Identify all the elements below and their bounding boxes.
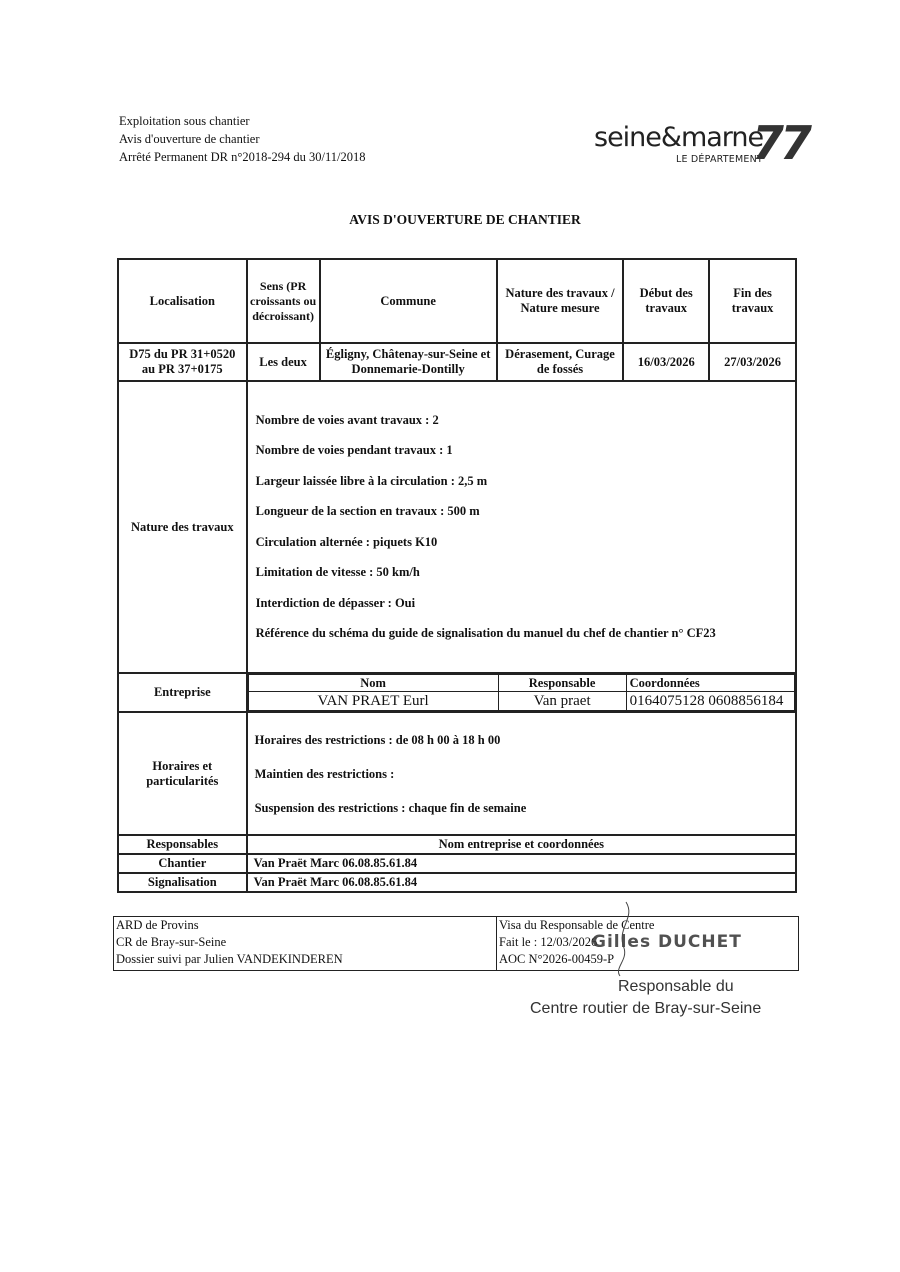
stamp-line-1: Responsable du — [618, 978, 734, 995]
responsables-header: Nom entreprise et coordonnées — [247, 835, 796, 854]
header-localisation: Localisation — [118, 259, 247, 343]
signature-scribble — [596, 898, 646, 978]
signalisation-label: Signalisation — [118, 873, 247, 892]
table-row — [118, 343, 796, 381]
footer-ard: ARD de Provins — [116, 918, 199, 932]
nature-line: Interdiction de dépasser : Oui — [255, 595, 416, 610]
footer-date: Fait le : 12/03/2026 — [499, 935, 598, 949]
document-header — [119, 112, 366, 166]
horaires-line: Maintien des restrictions : — [254, 766, 395, 781]
header-sens: Sens (PR croissants ou décroissant) — [247, 259, 320, 343]
nature-line: Référence du schéma du guide de signalisation du manuel du chef de chantier n° CF23 — [255, 626, 716, 641]
header-debut: Début des travaux — [623, 259, 709, 343]
row-fin: 27/03/2026 — [709, 343, 796, 381]
nature-label: Nature des travaux — [118, 381, 247, 673]
header-line-3: Arrêté Permanent DR n°2018-294 du 30/11/2018 — [119, 150, 366, 164]
responsables-row — [118, 835, 796, 854]
entreprise-responsable: Van praet — [498, 692, 626, 711]
table-header-row — [118, 259, 796, 343]
nature-line: Largeur laissée libre à la circulation : 2,5 m — [255, 473, 488, 488]
stamp-signature-block — [530, 976, 761, 1020]
entreprise-col-coordonnees: Coordonnées — [626, 675, 794, 692]
chantier-value: Van Praët Marc 06.08.85.61.84 — [247, 854, 796, 873]
stamp-name: Gilles DUCHET — [592, 932, 742, 952]
entreprise-coordonnees: 0164075128 0608856184 — [626, 692, 794, 711]
nature-line: Longueur de la section en travaux : 500 m — [255, 504, 480, 519]
horaires-details — [247, 712, 796, 835]
row-sens: Les deux — [247, 343, 320, 381]
footer-aoc: AOC N°2026-00459-P — [499, 952, 615, 966]
nature-row — [118, 381, 796, 673]
page-title: AVIS D'OUVERTURE DE CHANTIER — [349, 212, 581, 227]
stamp-line-2: Centre routier de Bray-sur-Seine — [530, 1000, 762, 1017]
entreprise-row — [118, 673, 796, 712]
nature-line: Nombre de voies avant travaux : 2 — [255, 412, 439, 427]
nature-line: Limitation de vitesse : 50 km/h — [255, 565, 420, 580]
row-localisation: D75 du PR 31+0520 au PR 37+0175 — [118, 343, 247, 381]
header-line-2: Avis d'ouverture de chantier — [119, 132, 260, 146]
footer-visa: Visa du Responsable de Centre — [499, 918, 655, 932]
footer-dossier: Dossier suivi par Julien VANDEKINDEREN — [116, 952, 343, 966]
signalisation-row — [118, 873, 796, 892]
row-nature: Dérasement, Curage de fossés — [497, 343, 624, 381]
nature-line: Nombre de voies pendant travaux : 1 — [255, 443, 453, 458]
footer-cr: CR de Bray-sur-Seine — [116, 935, 227, 949]
row-commune: Égligny, Châtenay-sur-Seine et Donnemarie-Dontilly — [320, 343, 497, 381]
nature-details — [247, 381, 796, 673]
header-fin: Fin des travaux — [709, 259, 796, 343]
header-commune: Commune — [320, 259, 497, 343]
horaires-row — [118, 712, 796, 835]
signalisation-value: Van Praët Marc 06.08.85.61.84 — [247, 873, 796, 892]
entreprise-col-responsable: Responsable — [498, 675, 626, 692]
responsables-label: Responsables — [118, 835, 247, 854]
horaires-label: Horaires et particularités — [118, 712, 247, 835]
entreprise-table — [248, 674, 795, 711]
chantier-label: Chantier — [118, 854, 247, 873]
department-logo — [594, 116, 809, 170]
entreprise-nom: VAN PRAET Eurl — [248, 692, 498, 711]
chantier-row — [118, 854, 796, 873]
works-table — [117, 258, 797, 893]
horaires-line: Suspension des restrictions : chaque fin de semaine — [254, 800, 527, 815]
header-line-1: Exploitation sous chantier — [119, 114, 250, 128]
horaires-line: Horaires des restrictions : de 08 h 00 à 18 h 00 — [254, 732, 501, 747]
entreprise-col-nom: Nom — [248, 675, 498, 692]
logo-name: seine&marne — [594, 122, 764, 153]
header-nature: Nature des travaux / Nature mesure — [497, 259, 624, 343]
logo-number: 77 — [752, 116, 809, 170]
entreprise-label: Entreprise — [118, 673, 247, 712]
nature-line: Circulation alternée : piquets K10 — [255, 534, 438, 549]
footer-left — [116, 917, 343, 968]
entreprise-details — [247, 673, 796, 712]
logo-subtitle: LE DÉPARTEMENT — [676, 154, 763, 165]
row-debut: 16/03/2026 — [623, 343, 709, 381]
